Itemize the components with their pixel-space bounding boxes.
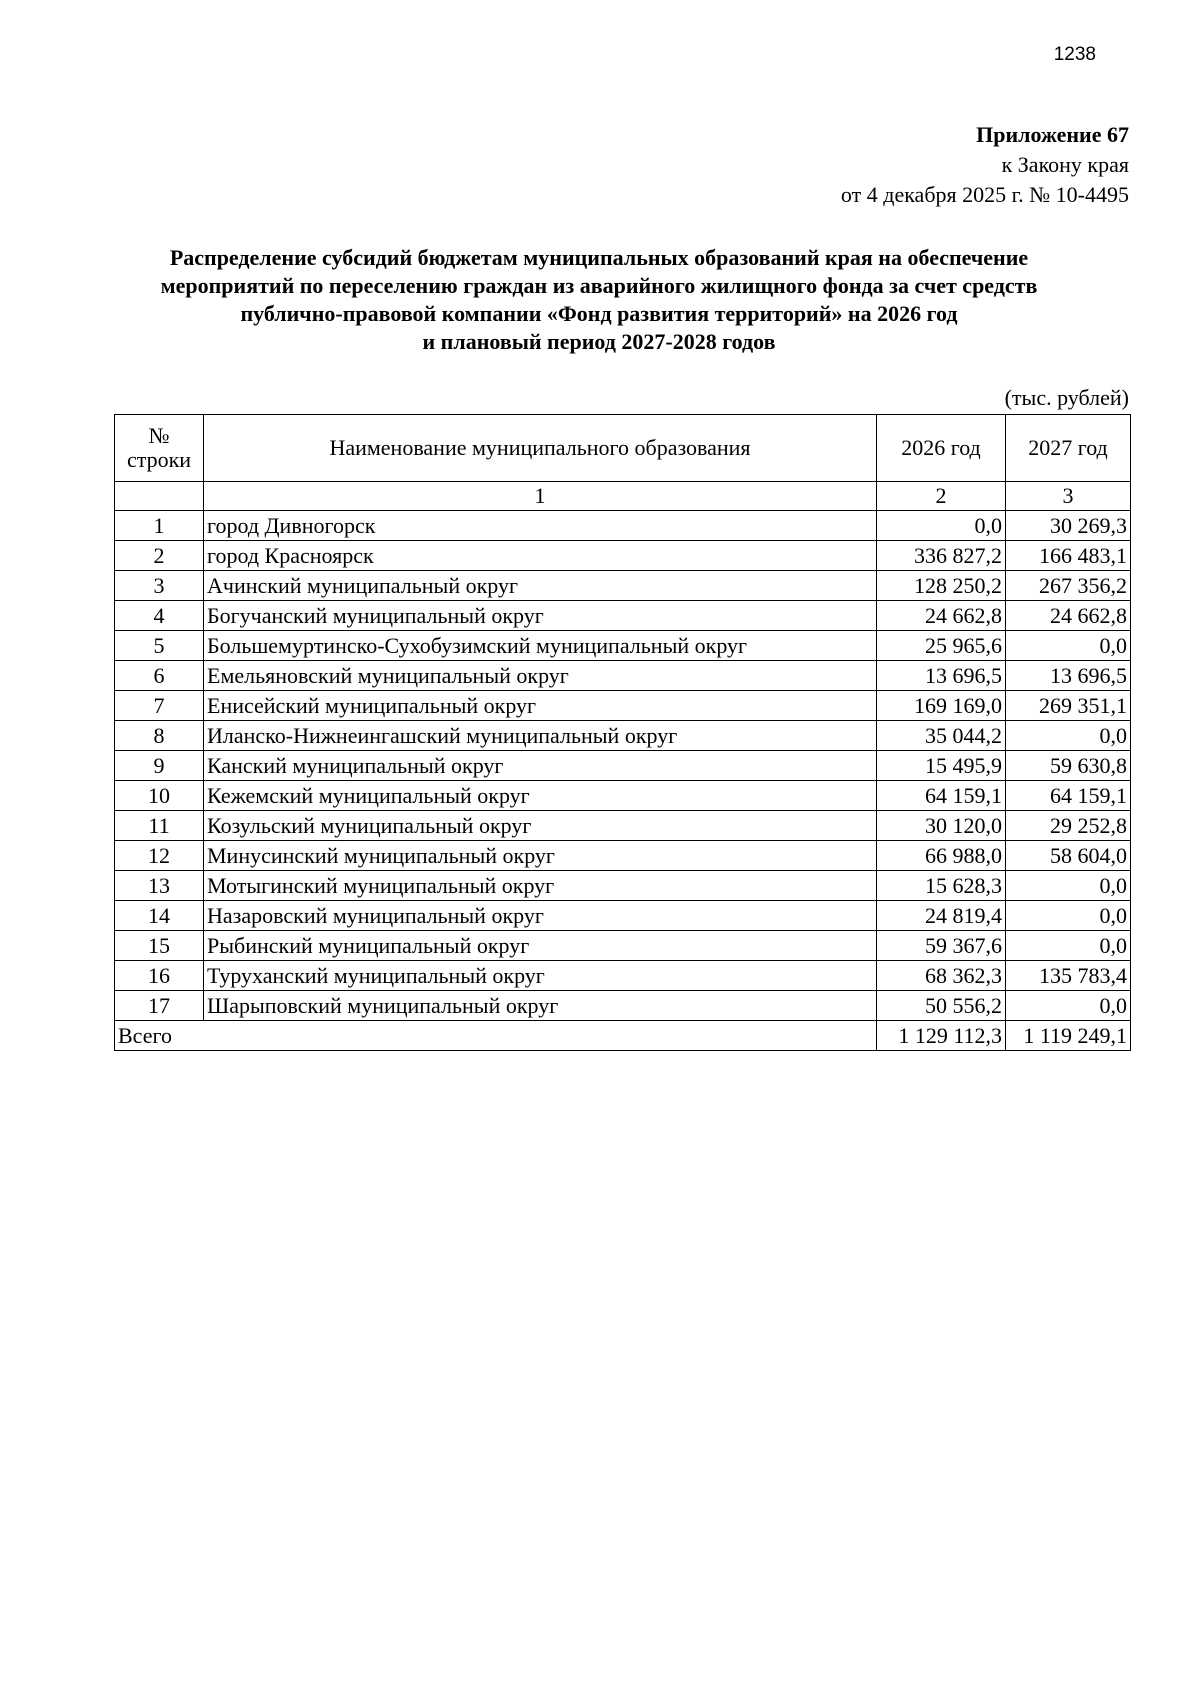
value-2027: 135 783,4	[1006, 961, 1131, 991]
table-row	[115, 541, 1131, 571]
value-2027: 0,0	[1006, 991, 1131, 1021]
row-number: 15	[115, 931, 204, 961]
header-row-number-label: строки	[126, 447, 192, 472]
document-title-line: публично-правовой компании «Фонд развития территорий» на 2026 год	[240, 301, 958, 326]
appendix-title: Приложение 67	[976, 122, 1129, 147]
column-number-2026: 2	[877, 482, 1006, 511]
column-number-empty	[115, 482, 204, 511]
municipality-name: Козульский муниципальный округ	[204, 811, 877, 841]
municipality-name: город Дивногорск	[204, 511, 877, 541]
value-2026: 24 819,4	[877, 901, 1006, 931]
value-2027: 0,0	[1006, 901, 1131, 931]
value-2026: 15 628,3	[877, 871, 1006, 901]
table-row	[115, 931, 1131, 961]
value-2026: 50 556,2	[877, 991, 1006, 1021]
table-row	[115, 901, 1131, 931]
value-2027: 59 630,8	[1006, 751, 1131, 781]
value-2027: 0,0	[1006, 721, 1131, 751]
value-2027: 64 159,1	[1006, 781, 1131, 811]
document-title-line: Распределение субсидий бюджетам муниципальных образований края на обеспечение	[169, 245, 1029, 270]
row-number: 17	[115, 991, 204, 1021]
municipality-name: Минусинский муниципальный округ	[204, 841, 877, 871]
value-2026: 30 120,0	[877, 811, 1006, 841]
municipality-name: Рыбинский муниципальный округ	[204, 931, 877, 961]
row-number: 2	[115, 541, 204, 571]
table-row	[115, 781, 1131, 811]
row-number: 6	[115, 661, 204, 691]
value-2026: 0,0	[877, 511, 1006, 541]
municipality-name: Енисейский муниципальный округ	[204, 691, 877, 721]
header-row-number-symbol: №	[148, 423, 170, 448]
header-row-number	[115, 415, 204, 482]
value-2027: 58 604,0	[1006, 841, 1131, 871]
value-2027: 0,0	[1006, 871, 1131, 901]
table-column-numbers-row	[115, 482, 1131, 511]
row-number: 11	[115, 811, 204, 841]
table-row	[115, 691, 1131, 721]
total-label: Всего	[115, 1021, 877, 1051]
table-row	[115, 811, 1131, 841]
municipality-name: Назаровский муниципальный округ	[204, 901, 877, 931]
municipality-name: Туруханский муниципальный округ	[204, 961, 877, 991]
document-title-line: и плановый период 2027-2028 годов	[422, 329, 776, 354]
value-2026: 68 362,3	[877, 961, 1006, 991]
value-2027: 267 356,2	[1006, 571, 1131, 601]
municipality-name: город Красноярск	[204, 541, 877, 571]
value-2027: 269 351,1	[1006, 691, 1131, 721]
value-2027: 29 252,8	[1006, 811, 1131, 841]
value-2027: 13 696,5	[1006, 661, 1131, 691]
value-2026: 128 250,2	[877, 571, 1006, 601]
municipality-name: Богучанский муниципальный округ	[204, 601, 877, 631]
total-2026: 1 129 112,3	[877, 1021, 1006, 1051]
value-2026: 169 169,0	[877, 691, 1006, 721]
value-2026: 15 495,9	[877, 751, 1006, 781]
municipality-name: Большемуртинско-Сухобузимский муниципальный округ	[204, 631, 877, 661]
table-row	[115, 841, 1131, 871]
document-title	[120, 244, 1078, 356]
value-2026: 13 696,5	[877, 661, 1006, 691]
table-row	[115, 571, 1131, 601]
header-year-2027: 2027 год	[1006, 415, 1131, 482]
table-row	[115, 871, 1131, 901]
table-header-row	[115, 415, 1131, 482]
header-municipality-name: Наименование муниципального образования	[204, 415, 877, 482]
table-body	[115, 511, 1131, 1021]
municipality-name: Мотыгинский муниципальный округ	[204, 871, 877, 901]
municipality-name: Иланско-Нижнеингашский муниципальный округ	[204, 721, 877, 751]
table-row	[115, 991, 1131, 1021]
subsidy-table	[114, 414, 1131, 1051]
row-number: 13	[115, 871, 204, 901]
column-number-2027: 3	[1006, 482, 1131, 511]
municipality-name: Емельяновский муниципальный округ	[204, 661, 877, 691]
row-number: 12	[115, 841, 204, 871]
row-number: 5	[115, 631, 204, 661]
table-row	[115, 751, 1131, 781]
value-2027: 0,0	[1006, 931, 1131, 961]
value-2027: 24 662,8	[1006, 601, 1131, 631]
appendix-law-date: от 4 декабря 2025 г. № 10-4495	[840, 182, 1129, 207]
column-number-name: 1	[204, 482, 877, 511]
value-2027: 30 269,3	[1006, 511, 1131, 541]
value-2026: 64 159,1	[877, 781, 1006, 811]
row-number: 4	[115, 601, 204, 631]
value-2027: 166 483,1	[1006, 541, 1131, 571]
table-row	[115, 721, 1131, 751]
row-number: 1	[115, 511, 204, 541]
value-2026: 336 827,2	[877, 541, 1006, 571]
units-label: (тыс. рублей)	[1004, 385, 1129, 410]
document-title-line: мероприятий по переселению граждан из аварийного жилищного фонда за счет средств	[160, 273, 1038, 298]
row-number: 7	[115, 691, 204, 721]
value-2026: 25 965,6	[877, 631, 1006, 661]
table-total-row	[115, 1021, 1131, 1051]
municipality-name: Канский муниципальный округ	[204, 751, 877, 781]
row-number: 8	[115, 721, 204, 751]
appendix-block	[841, 120, 1129, 210]
page-number: 1238	[1053, 44, 1096, 65]
row-number: 3	[115, 571, 204, 601]
header-year-2026: 2026 год	[877, 415, 1006, 482]
value-2026: 35 044,2	[877, 721, 1006, 751]
value-2026: 24 662,8	[877, 601, 1006, 631]
table-row	[115, 661, 1131, 691]
table-row	[115, 511, 1131, 541]
table-row	[115, 631, 1131, 661]
row-number: 16	[115, 961, 204, 991]
municipality-name: Кежемский муниципальный округ	[204, 781, 877, 811]
table-row	[115, 961, 1131, 991]
value-2026: 66 988,0	[877, 841, 1006, 871]
total-2027: 1 119 249,1	[1006, 1021, 1131, 1051]
appendix-law-reference: к Закону края	[1001, 152, 1129, 177]
municipality-name: Ачинский муниципальный округ	[204, 571, 877, 601]
value-2026: 59 367,6	[877, 931, 1006, 961]
table-row	[115, 601, 1131, 631]
value-2027: 0,0	[1006, 631, 1131, 661]
row-number: 14	[115, 901, 204, 931]
row-number: 10	[115, 781, 204, 811]
row-number: 9	[115, 751, 204, 781]
municipality-name: Шарыповский муниципальный округ	[204, 991, 877, 1021]
